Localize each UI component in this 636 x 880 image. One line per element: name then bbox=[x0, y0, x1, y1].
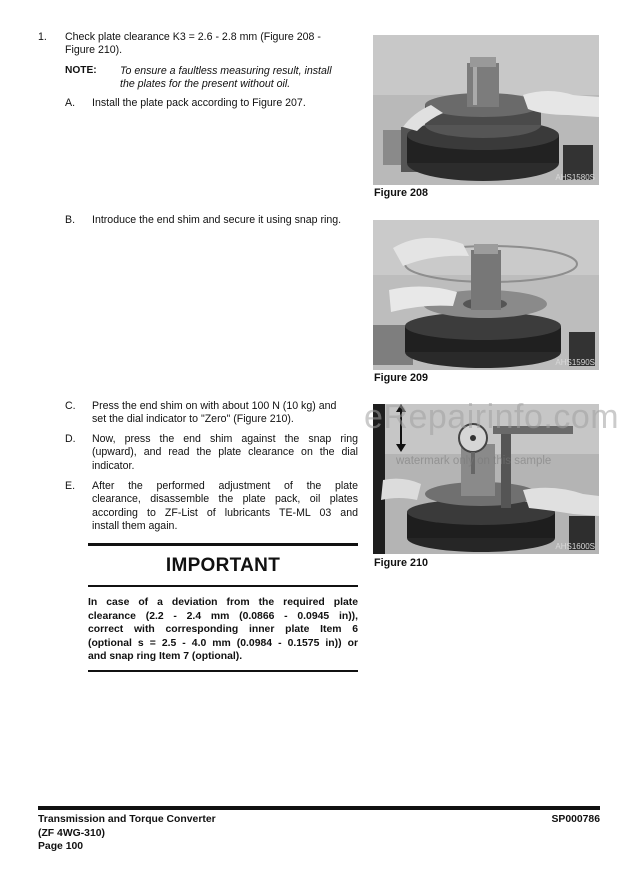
figure-208-code: AHS1580S bbox=[555, 173, 595, 182]
step-a-text: Install the plate pack according to Figure 207. bbox=[92, 97, 306, 109]
note-line-1: To ensure a faultless measuring result, install bbox=[120, 65, 332, 77]
important-line-3: correct with corresponding inner plate Item 6 bbox=[88, 624, 358, 636]
figure-208-caption: Figure 208 bbox=[374, 187, 429, 199]
figure-210-caption: Figure 210 bbox=[374, 557, 429, 569]
step-1-number: 1. bbox=[38, 31, 47, 43]
important-mid-rule bbox=[88, 585, 358, 587]
step-a-letter: A. bbox=[65, 97, 76, 109]
step-1-line-1: Check plate clearance K3 = 2.6 - 2.8 mm (Figure 208 - bbox=[65, 31, 321, 43]
important-line-4: (optional s = 2.5 - 4.0 mm (0.0984 - 0.1575 in)) or bbox=[88, 637, 358, 649]
step-c-line-2: set the dial indicator to "Zero" (Figure 210). bbox=[92, 413, 294, 426]
step-b-text: Introduce the end shim and secure it using snap ring. bbox=[92, 214, 342, 226]
step-e-line-2: clearance, disassemble the plate pack, oil plates bbox=[92, 493, 358, 506]
important-body bbox=[88, 596, 358, 664]
step-e-line-4: install them again. bbox=[92, 520, 178, 533]
figure-208-photo bbox=[373, 35, 599, 185]
footer-doc-code: SP000786 bbox=[551, 814, 600, 825]
footer-title-line-1: Transmission and Torque Converter bbox=[38, 814, 216, 825]
footer-rule bbox=[38, 806, 600, 810]
important-line-2: clearance (2.2 - 2.4 mm (0.0866 - 0.0945 in)), bbox=[88, 610, 358, 622]
step-d-letter: D. bbox=[65, 433, 76, 445]
step-1-line-2: Figure 210). bbox=[65, 44, 123, 57]
important-bottom-rule bbox=[88, 670, 358, 672]
footer-title bbox=[38, 813, 216, 854]
figure-210-code: AHS1600S bbox=[555, 542, 595, 551]
important-heading: IMPORTANT bbox=[165, 555, 281, 576]
step-e-line-3: according to ZF-List of lubricants TE-ML 03 and bbox=[92, 506, 358, 519]
note-line-2: the plates for the present without oil. bbox=[120, 78, 291, 91]
note-label: NOTE: bbox=[65, 65, 97, 76]
figure-209-photo bbox=[373, 220, 599, 370]
important-line-1: In case of a deviation from the required plate bbox=[88, 597, 358, 608]
watermark-site: eRepairinfo.com bbox=[364, 398, 620, 436]
footer-page-number: Page 100 bbox=[38, 841, 84, 852]
important-top-rule bbox=[88, 543, 358, 546]
watermark-sample: watermark only on this sample bbox=[396, 455, 552, 467]
step-e-letter: E. bbox=[65, 480, 76, 492]
step-c-line-1: Press the end shim on with about 100 N (10 kg) and bbox=[92, 400, 337, 412]
step-1-text bbox=[65, 31, 359, 58]
important-line-5: and snap ring Item 7 (optional). bbox=[88, 651, 243, 663]
step-d-line-3: indicator. bbox=[92, 459, 135, 472]
step-d-line-2: (upward), and read the plate clearance on the dial bbox=[92, 446, 358, 459]
step-d-line-1: Now, press the end shim against the snap ring bbox=[92, 433, 358, 445]
step-d-text bbox=[92, 433, 358, 473]
step-c-letter: C. bbox=[65, 400, 76, 412]
step-c-text bbox=[92, 400, 358, 427]
step-e-line-1: After the performed adjustment of the plate bbox=[92, 480, 358, 492]
footer-title-line-2: (ZF 4WG-310) bbox=[38, 827, 105, 839]
step-b-letter: B. bbox=[65, 214, 76, 226]
note-text bbox=[120, 65, 360, 92]
figure-209-code: AHS1590S bbox=[555, 358, 595, 367]
figure-209-caption: Figure 209 bbox=[374, 372, 429, 384]
step-e-text bbox=[92, 480, 358, 534]
